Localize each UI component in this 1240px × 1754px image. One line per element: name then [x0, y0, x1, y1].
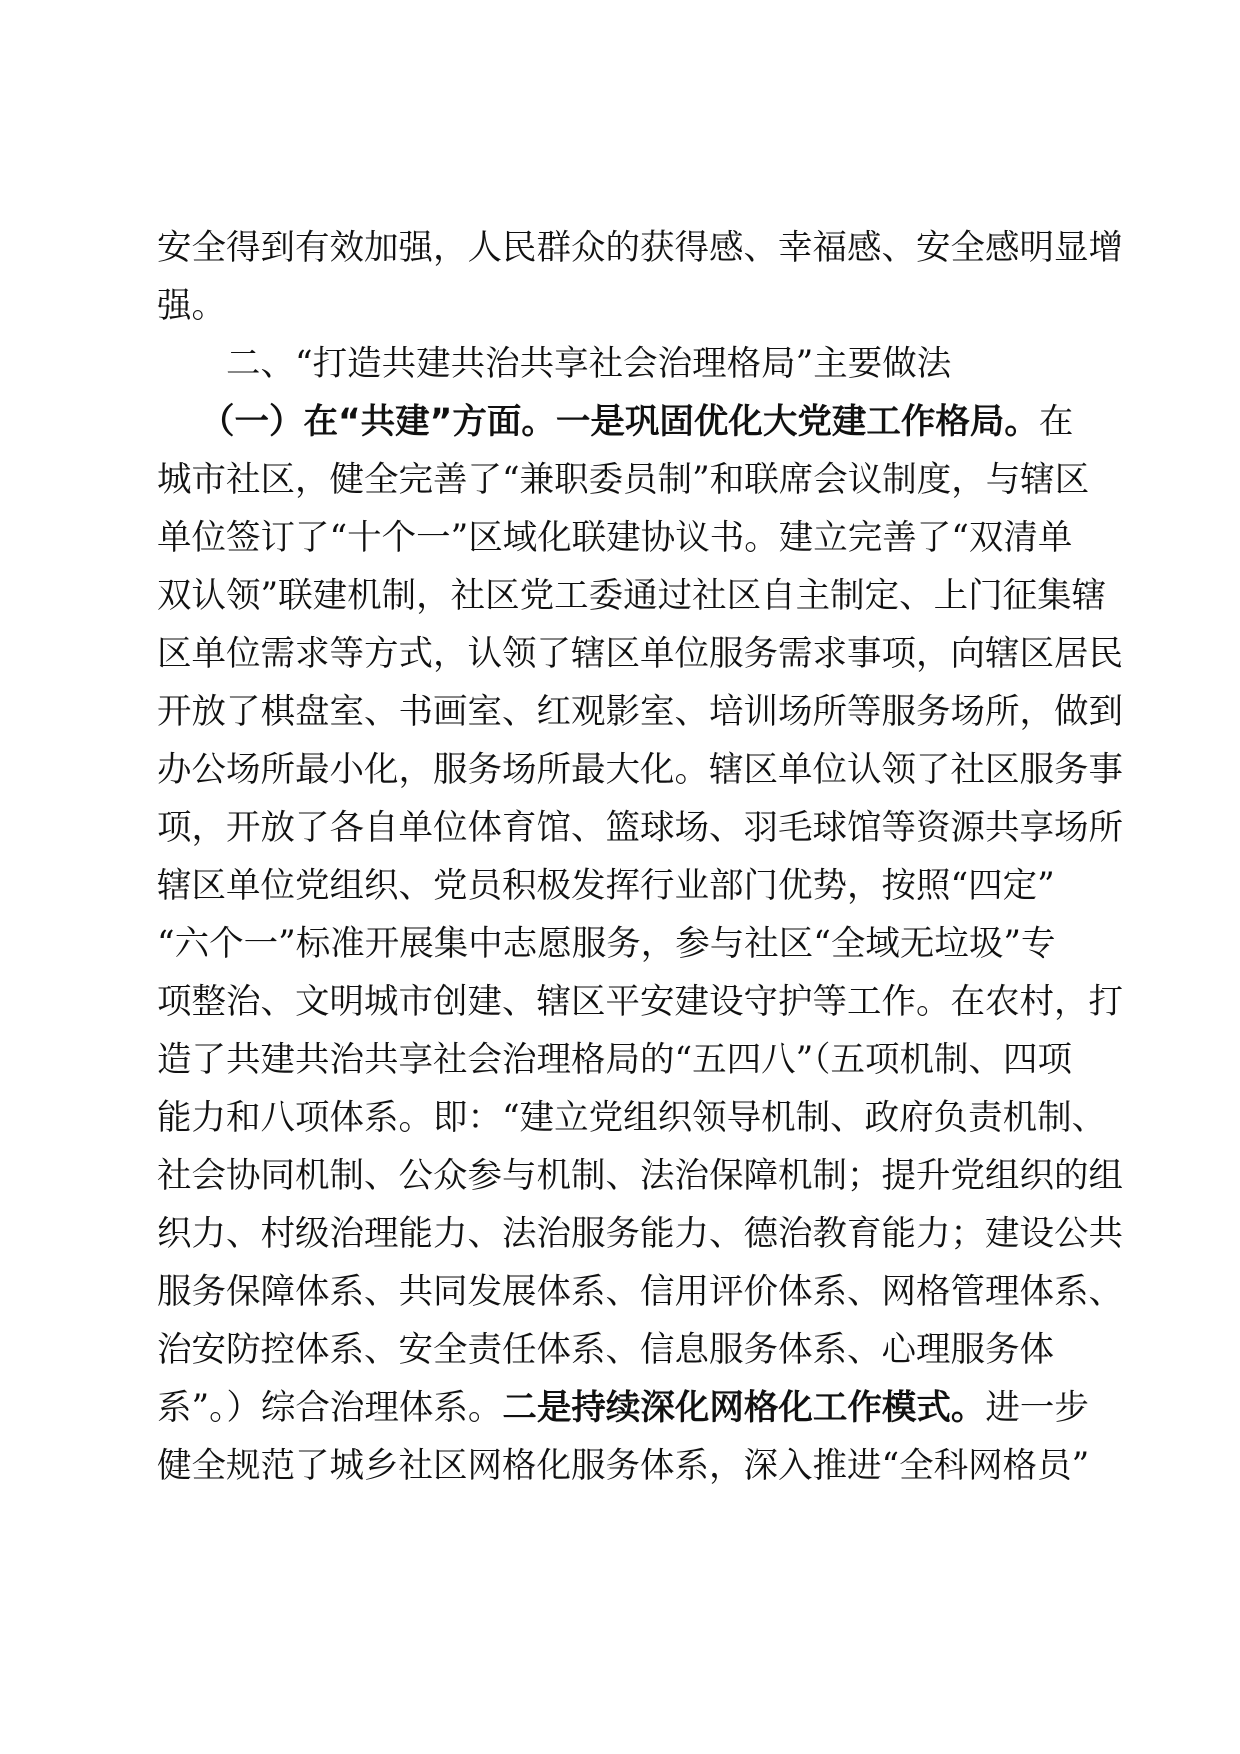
- text-run: 城市社区，健全完善了“兼职委员制”和联席会议制度，与辖区: [157, 460, 1090, 500]
- text-line: [157, 1089, 1106, 1147]
- text-run: 服务保障体系、共同发展体系、信用评价体系、网格管理体系、: [157, 1272, 1123, 1312]
- bold-heading-run: 二是持续深化网格化工作模式。: [502, 1388, 986, 1428]
- text-run: 区单位需求等方式，认领了辖区单位服务需求事项，向辖区居民: [157, 634, 1123, 674]
- text-run: 织力、村级治理能力、法治服务能力、德治教育能力；建设公共: [157, 1214, 1123, 1254]
- section-heading: [226, 335, 951, 393]
- text-line: [157, 683, 1123, 741]
- text-run: 双认领”联建机制，社区党工委通过社区自主制定、上门征集辖: [157, 576, 1107, 616]
- text-run: 开放了棋盘室、书画室、红观影室、培训场所等服务场所，做到: [157, 692, 1123, 732]
- text-run: “六个一”标准开展集中志愿服务，参与社区“全域无垃圾”专: [157, 924, 1056, 964]
- text-line: [157, 915, 1056, 973]
- text-line: [157, 1031, 1072, 1089]
- text-run: 能力和八项体系。即：“建立党组织领导机制、政府负责机制、: [157, 1098, 1107, 1138]
- text-run: 健全规范了城乡社区网格化服务体系，深入推进“全科网格员”: [157, 1446, 1090, 1486]
- subsection-heading-line: [200, 393, 1073, 451]
- text-line: [157, 1437, 1089, 1495]
- text-line: [157, 1147, 1123, 1205]
- text-line: [157, 1379, 1089, 1437]
- text-line: [157, 973, 1123, 1031]
- text-run: 系”。）综合治理体系。: [157, 1388, 503, 1428]
- text-run: 项整治、文明城市创建、辖区平安建设守护等工作。在农村，打: [157, 982, 1123, 1022]
- text-run: 辖区单位党组织、党员积极发挥行业部门优势，按照“四定”: [157, 866, 1055, 906]
- text-run: 办公场所最小化，服务场所最大化。辖区单位认领了社区服务事: [157, 750, 1123, 790]
- text-line: [157, 451, 1089, 509]
- text-run: 进一步: [985, 1388, 1089, 1428]
- text-line: [157, 857, 1055, 915]
- text-run: 社会协同机制、公众参与机制、法治保障机制；提升党组织的组: [157, 1156, 1123, 1196]
- text-line: [157, 509, 1072, 567]
- text-run: 单位签订了“十个一”区域化联建协议书。建立完善了“双清单: [157, 518, 1073, 558]
- text-line: [157, 1205, 1123, 1263]
- text-line: [157, 1321, 1054, 1379]
- text-line: [157, 1263, 1123, 1321]
- text-line: [157, 219, 1123, 277]
- text-run: 造了共建共治共享社会治理格局的“五四八”（五项机制、四项: [157, 1040, 1073, 1080]
- text-run: 在: [1038, 402, 1074, 442]
- bold-heading-run: （一）在“共建”方面。一是巩固优化大党建工作格局。: [200, 402, 1039, 442]
- heading-text: 二、“打造共建共治共享社会治理格局”主要做法: [226, 344, 952, 384]
- text-line: [157, 625, 1123, 683]
- text-run: 安全得到有效加强，人民群众的获得感、幸福感、安全感明显增: [157, 228, 1123, 268]
- text-line: [157, 799, 1123, 857]
- text-line: [157, 567, 1106, 625]
- text-run: 强。: [157, 286, 226, 326]
- text-run: 治安防控体系、安全责任体系、信息服务体系、心理服务体: [157, 1330, 1054, 1370]
- text-line: [157, 277, 226, 335]
- text-line: [157, 741, 1123, 799]
- text-run: 项，开放了各自单位体育馆、篮球场、羽毛球馆等资源共享场所: [157, 808, 1123, 848]
